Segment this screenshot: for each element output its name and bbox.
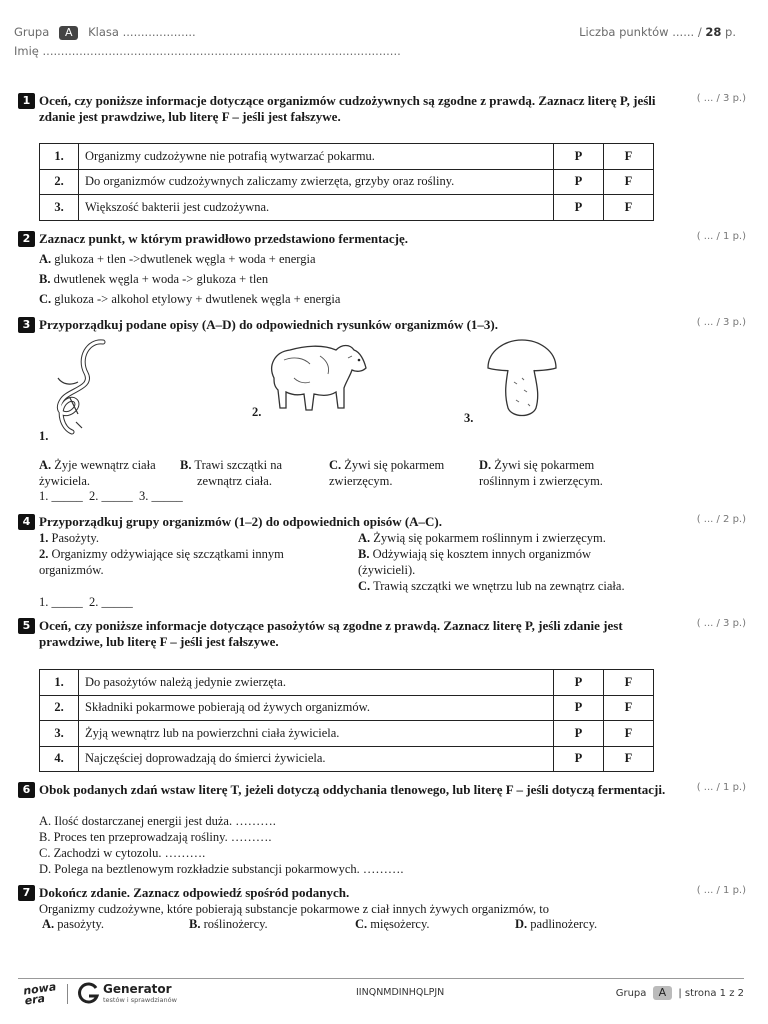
- answer-blanks-q4[interactable]: 1. _____ 2. _____: [39, 595, 133, 609]
- option-letter: A.: [39, 252, 52, 266]
- table-row: [40, 670, 654, 696]
- option-a[interactable]: [39, 251, 316, 267]
- generator-brand: [103, 983, 177, 1004]
- item-text-line2: organizmów.: [39, 563, 104, 577]
- points-total: [579, 25, 736, 39]
- option-text: roślinożercy.: [203, 917, 268, 931]
- footer-group-label: Grupa: [615, 988, 647, 999]
- table-row: [40, 195, 654, 221]
- row-statement: Do organizmów cudzożywnych zaliczamy zwierzęta, grzyby oraz rośliny.: [79, 169, 554, 195]
- desc-text-line2: zewnątrz ciała.: [197, 474, 272, 488]
- question-5-table: [39, 669, 654, 772]
- item-text: Trawią szczątki we wnętrzu lub na zewnątrz ciała.: [373, 579, 625, 593]
- item-number: 1.: [39, 531, 49, 545]
- generator-logo-icon: [76, 982, 100, 1006]
- statement-a[interactable]: A. Ilość dostarczanej energii jest duża. ……….: [39, 814, 276, 828]
- true-option[interactable]: P: [554, 721, 604, 747]
- description-item-a: [358, 530, 688, 546]
- points-unit: p.: [725, 25, 736, 39]
- description-item-b: [358, 546, 688, 578]
- option-c[interactable]: [39, 291, 340, 307]
- table-row: [40, 144, 654, 170]
- question-number-4: 4: [18, 514, 35, 530]
- statement-c[interactable]: C. Zachodzi w cytozolu. ……….: [39, 846, 206, 860]
- false-option[interactable]: F: [604, 721, 654, 747]
- false-option[interactable]: F: [604, 695, 654, 721]
- true-option[interactable]: P: [554, 144, 604, 170]
- option-text: padlinożercy.: [530, 917, 598, 931]
- item-letter: C.: [358, 579, 371, 593]
- true-option[interactable]: P: [554, 695, 604, 721]
- figure-label-2: 2.: [252, 405, 262, 419]
- option-letter: C.: [39, 292, 52, 306]
- option-text: glukoza -> alkohol etylowy + dwutlenek węgla + energia: [54, 292, 341, 306]
- option-d[interactable]: [515, 917, 597, 932]
- desc-letter: B.: [180, 458, 192, 472]
- item-letter: B.: [358, 547, 370, 561]
- bear-illustration: [264, 338, 370, 414]
- false-option[interactable]: F: [604, 144, 654, 170]
- statement-d[interactable]: D. Polega na beztlenowym rozkładzie substancji pokarmowych. ……….: [39, 862, 404, 876]
- question-number-7: 7: [18, 885, 35, 901]
- points-max: 28: [705, 25, 722, 39]
- description-b: [180, 457, 320, 489]
- table-row: [40, 746, 654, 772]
- description-list: [358, 530, 688, 594]
- nowa-era-logo: [23, 981, 63, 1006]
- item-text-line1: Odżywiają się kosztem innych organizmów: [372, 547, 592, 561]
- name-field: Imię ..................................................................................................: [14, 44, 401, 58]
- question-6-points: ( ... / 1 p.): [696, 782, 746, 793]
- false-option[interactable]: F: [604, 195, 654, 221]
- option-a[interactable]: [42, 917, 104, 932]
- table-row: [40, 169, 654, 195]
- group-item-2: [39, 546, 339, 578]
- item-text: Pasożyty.: [51, 531, 99, 545]
- group-label: Grupa: [14, 25, 50, 39]
- row-statement: Składniki pokarmowe pobierają od żywych organizmów.: [79, 695, 554, 721]
- footer-page-info: [616, 986, 744, 1000]
- desc-text-line2: zwierzęcym.: [329, 474, 393, 488]
- question-4-title: Przyporządkuj grupy organizmów (1–2) do odpowiednich opisów (A–C).: [39, 514, 443, 529]
- desc-text-line2: roślinnym i zwierzęcym.: [479, 474, 603, 488]
- question-1-title: Oceń, czy poniższe informacje dotyczące organizmów cudzożywnych są zgodne z prawdą. Zaznacz literę P, jeśli zdanie jest prawdziwe, lub literę F – jeśli jest fałszywe.: [39, 93, 656, 124]
- description-item-c: [358, 578, 688, 594]
- row-statement: Organizmy cudzożywne nie potrafią wytwarzać pokarmu.: [79, 144, 554, 170]
- table-row: [40, 721, 654, 747]
- question-1-table: [39, 143, 654, 221]
- description-c: [329, 457, 474, 489]
- table-row: [40, 695, 654, 721]
- desc-text-line1: Żywi się pokarmem: [494, 458, 595, 472]
- row-number: 1.: [40, 144, 79, 170]
- option-letter: A.: [42, 917, 55, 931]
- desc-text-line1: Żywi się pokarmem: [344, 458, 445, 472]
- question-5-title: Oceń, czy poniższe informacje dotyczące pasożytów są zgodne z prawdą. Zaznacz literę P, jeśli zdanie jest prawdziwe, lub literę F – jeśli jest fałszywe.: [39, 618, 623, 649]
- row-statement: Do pasożytów należą jedynie zwierzęta.: [79, 670, 554, 696]
- page-number: | strona 1 z 2: [678, 988, 744, 999]
- generator-subtitle: testów i sprawdzianów: [103, 996, 177, 1004]
- option-c[interactable]: [355, 917, 430, 932]
- logo-text: nowa era: [22, 980, 57, 1008]
- question-number-5: 5: [18, 618, 35, 634]
- question-3-title: Przyporządkuj podane opisy (A–D) do odpowiednich rysunków organizmów (1–3).: [39, 317, 499, 332]
- option-letter: C.: [355, 917, 368, 931]
- option-text: dwutlenek węgla + woda -> glukoza + tlen: [53, 272, 269, 286]
- desc-text-line1: Trawi szczątki na: [194, 458, 283, 472]
- question-2-title: Zaznacz punkt, w którym prawidłowo przedstawiono fermentację.: [39, 231, 409, 246]
- question-4-points: ( ... / 2 p.): [696, 514, 746, 525]
- row-number: 2.: [40, 169, 79, 195]
- question-2-points: ( ... / 1 p.): [696, 231, 746, 242]
- figure-label-3: 3.: [464, 411, 474, 425]
- item-text-line2: (żywicieli).: [358, 563, 416, 577]
- generator-title: Generator: [103, 982, 172, 996]
- footer-group-badge: A: [653, 986, 673, 1000]
- row-statement: Żyją wewnątrz lub na powierzchni ciała żywiciela.: [79, 721, 554, 747]
- desc-letter: C.: [329, 458, 342, 472]
- true-option[interactable]: P: [554, 195, 604, 221]
- group-item-1: [39, 530, 339, 546]
- option-letter: B.: [189, 917, 201, 931]
- question-7-title: Dokończ zdanie. Zaznacz odpowiedź spośród podanych.: [39, 885, 350, 900]
- desc-text-line2: żywiciela.: [39, 474, 91, 488]
- mushroom-illustration: [484, 338, 560, 420]
- row-number: 3.: [40, 195, 79, 221]
- option-text: pasożyty.: [57, 917, 105, 931]
- group-badge: A: [59, 26, 79, 40]
- desc-letter: A.: [39, 458, 52, 472]
- document-code: IINQNMDINHQLPJN: [356, 987, 445, 998]
- question-5-points: ( ... / 3 p.): [696, 618, 746, 629]
- row-number: 3.: [40, 721, 79, 747]
- option-letter: B.: [39, 272, 51, 286]
- false-option[interactable]: F: [604, 169, 654, 195]
- question-3-points: ( ... / 3 p.): [696, 317, 746, 328]
- statement-b[interactable]: B. Proces ten przeprowadzają rośliny. ……….: [39, 830, 272, 844]
- true-option[interactable]: P: [554, 670, 604, 696]
- figure-label-1: 1.: [39, 429, 49, 443]
- question-7-sentence: Organizmy cudzożywne, które pobierają substancje pokarmowe z ciał innych żywych organizmów, to: [39, 902, 550, 916]
- item-number: 2.: [39, 547, 49, 561]
- desc-letter: D.: [479, 458, 492, 472]
- question-1-points: ( ... / 3 p.): [696, 93, 746, 104]
- description-d: [479, 457, 649, 489]
- question-number-3: 3: [18, 317, 35, 333]
- question-6-title: Obok podanych zdań wstaw literę T, jeżeli dotyczą oddychania tlenowego, lub literę F – jeśli dotyczą fermentacji.: [39, 782, 666, 797]
- item-text: Żywią się pokarmem roślinnym i zwierzęcym.: [373, 531, 606, 545]
- true-option[interactable]: P: [554, 746, 604, 772]
- description-a: [39, 457, 179, 489]
- footer-logo-separator: [67, 984, 68, 1004]
- option-text: glukoza + tlen ->dwutlenek węgla + woda + energia: [54, 252, 316, 266]
- question-number-2: 2: [18, 231, 35, 247]
- header-group-row: [14, 25, 196, 40]
- row-number: 1.: [40, 670, 79, 696]
- footer-divider: [18, 978, 744, 979]
- class-field: Klasa ....................: [88, 25, 196, 39]
- option-letter: D.: [515, 917, 528, 931]
- desc-text-line1: Żyje wewnątrz ciała: [54, 458, 156, 472]
- row-number: 4.: [40, 746, 79, 772]
- question-number-6: 6: [18, 782, 35, 798]
- true-option[interactable]: P: [554, 169, 604, 195]
- points-label: Liczba punktów ...... /: [579, 25, 702, 39]
- option-text: mięsożercy.: [370, 917, 430, 931]
- item-text-line1: Organizmy odżywiające się szczątkami innym: [51, 547, 284, 561]
- question-7-points: ( ... / 1 p.): [696, 885, 746, 896]
- row-statement: Najczęściej doprowadzają do śmierci żywiciela.: [79, 746, 554, 772]
- false-option[interactable]: F: [604, 670, 654, 696]
- group-list: [39, 530, 339, 578]
- false-option[interactable]: F: [604, 746, 654, 772]
- row-statement: Większość bakterii jest cudzożywna.: [79, 195, 554, 221]
- question-number-1: 1: [18, 93, 35, 109]
- answer-blanks-q3[interactable]: 1. _____ 2. _____ 3. _____: [39, 489, 183, 503]
- option-b[interactable]: [189, 917, 268, 932]
- option-b[interactable]: [39, 271, 268, 287]
- item-letter: A.: [358, 531, 371, 545]
- row-number: 2.: [40, 695, 79, 721]
- tapeworm-illustration: [48, 338, 114, 438]
